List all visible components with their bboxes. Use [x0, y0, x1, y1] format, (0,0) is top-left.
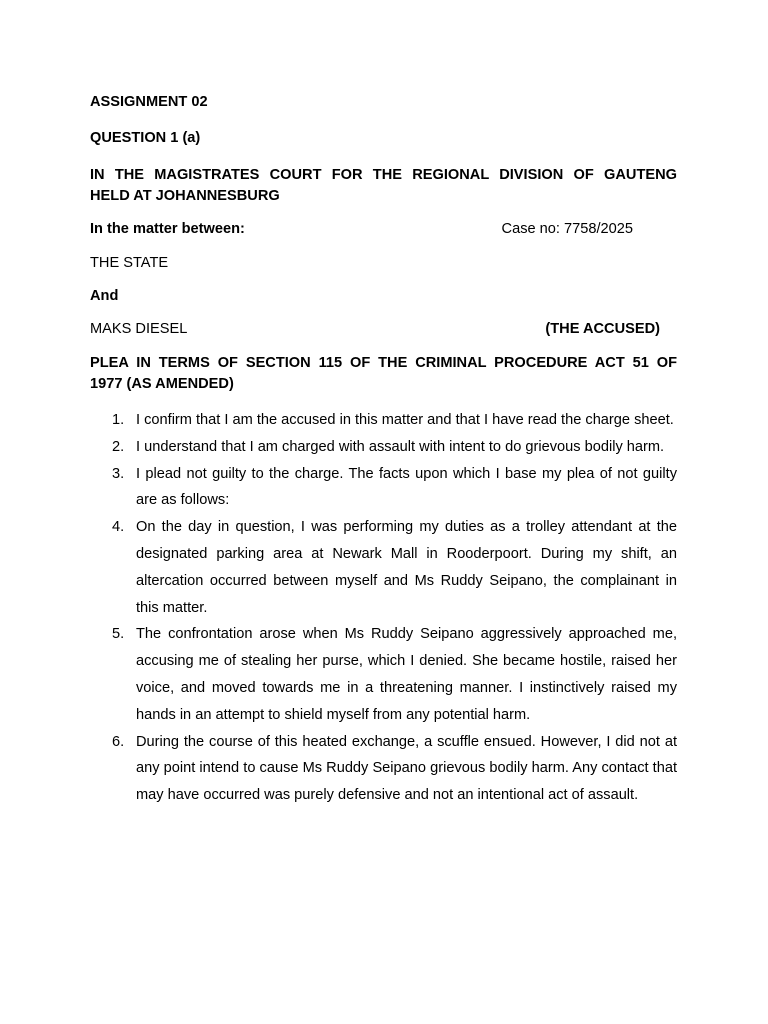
- state-party: THE STATE: [90, 255, 169, 271]
- list-item-text: I understand that I am charged with assault with intent to do grievous bodily harm.: [136, 438, 665, 455]
- list-item-text: I confirm that I am the accused in this matter and that I have read the charge sheet.: [136, 412, 674, 428]
- list-item: [90, 407, 677, 434]
- court-heading: [90, 165, 677, 207]
- case-number: Case no: 7758/2025: [501, 221, 633, 237]
- plea-heading-line-1: PLEA IN TERMS OF SECTION 115 OF THE CRIMINAL PROCEDURE ACT 51 OF: [90, 355, 677, 371]
- plea-statement-list: [90, 407, 677, 809]
- list-item-number: 5.: [112, 626, 125, 643]
- list-item-number: 2.: [112, 438, 125, 455]
- plea-heading-line-2: 1977 (AS AMENDED): [90, 376, 234, 392]
- list-item-text: The confrontation arose when Ms Ruddy Seipano aggressively approached me, accusing me of stealing her purse, which I denied. She became hostile, raised her voice, and moved towards me in a threatening manner. I instinctively raised my hands in an attempt to shield myself from any potential harm.: [136, 626, 677, 723]
- list-item-text: During the course of this heated exchange, a scuffle ensued. However, I did not at any point intend to cause Ms Ruddy Seipano grievous bodily harm. Any contact that may have occurred was purely defensive and not an intentional act of assault.: [136, 733, 677, 804]
- list-item: [90, 514, 677, 621]
- list-item-text: On the day in question, I was performing my duties as a trolley attendant at the designated parking area at Newark Mall in Rooderpoort. During my shift, an altercation occurred between myself and Ms Ruddy Seipano, the complainant in this matter.: [136, 519, 677, 616]
- question-heading: QUESTION 1 (a): [90, 130, 201, 146]
- list-item-number: 4.: [112, 519, 125, 536]
- list-item-number: 3.: [112, 465, 125, 482]
- assignment-heading: ASSIGNMENT 02: [90, 94, 208, 110]
- matter-between-label: In the matter between:: [90, 221, 245, 237]
- and-label: And: [90, 288, 119, 304]
- accused-label: (THE ACCUSED): [545, 321, 660, 337]
- list-item-number: 6.: [112, 733, 125, 750]
- court-heading-line-2: HELD AT JOHANNESBURG: [90, 188, 280, 204]
- plea-heading: [90, 353, 677, 395]
- court-heading-line-1: IN THE MAGISTRATES COURT FOR THE REGIONAL DIVISION OF GAUTENG: [90, 167, 677, 183]
- matter-row: [90, 219, 677, 240]
- list-item: [90, 729, 677, 809]
- list-item: [90, 621, 677, 728]
- list-item-text: I plead not guilty to the charge. The facts upon which I base my plea of not guilty are as follows:: [136, 465, 677, 509]
- list-item-number: 1.: [112, 412, 125, 428]
- accused-row: [90, 319, 677, 340]
- accused-name: MAKS DIESEL: [90, 321, 188, 337]
- list-item: [90, 434, 677, 461]
- document-page: [90, 92, 677, 809]
- list-item: [90, 461, 677, 515]
